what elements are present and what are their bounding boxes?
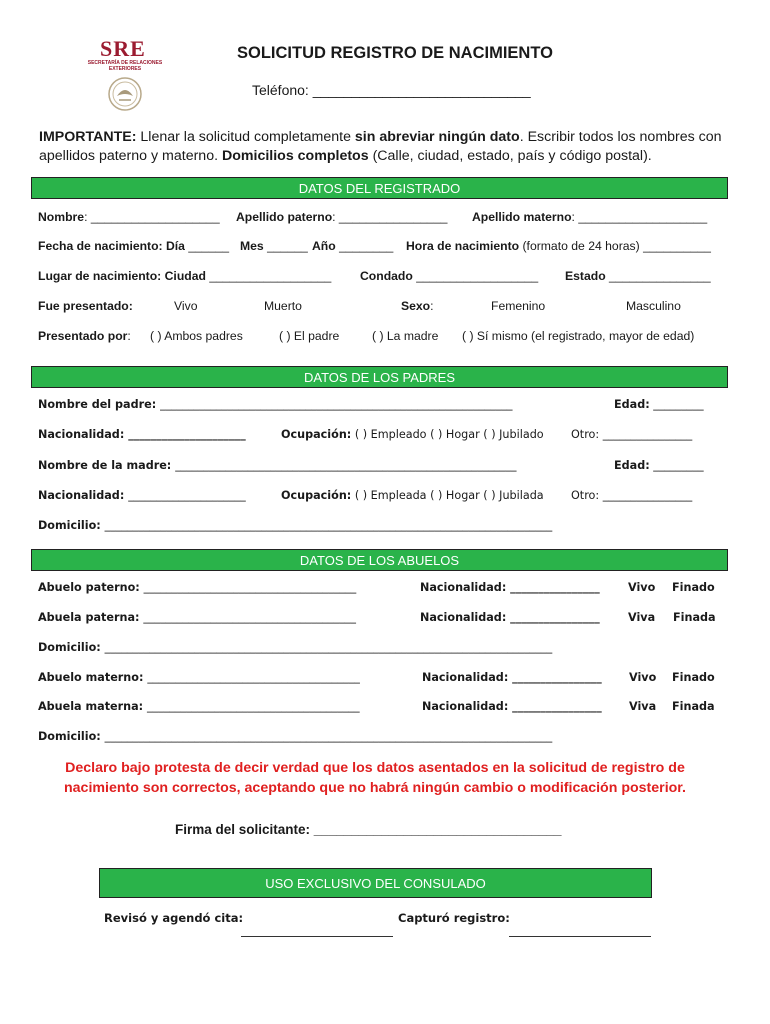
padre-edad-label: Edad: — [614, 398, 650, 411]
abuelo-paterno-finado[interactable]: Finado — [672, 581, 715, 594]
madre-ocupacion-options[interactable]: ( ) Empleada ( ) Hogar ( ) Jubilada — [351, 489, 544, 502]
abuelos-paternos-domicilio-input[interactable]: ________________________________________________________________________________ — [104, 641, 553, 654]
declaration-line-1: Declaro bajo protesta de decir verdad que los datos asentados en la solicitud de registro de — [65, 760, 685, 776]
row-fecha-dia — [38, 239, 229, 253]
abuelos-maternos-domicilio-label: Domicilio: — [38, 730, 105, 743]
presentado-por-field: Presentado por: — [38, 329, 131, 343]
abuela-paterna-nacionalidad[interactable]: Nacionalidad: ________________ — [420, 611, 600, 624]
declaration — [0, 758, 750, 798]
row-padres-domicilio — [38, 519, 552, 532]
row-madre — [38, 459, 516, 472]
logo-subtitle-1: SECRETARÍA DE RELACIONES — [87, 60, 163, 66]
sexo-field: Sexo: — [401, 299, 434, 313]
padre-label: Nombre del padre: — [38, 398, 161, 411]
condado-input[interactable]: __________________ — [412, 269, 539, 283]
row-fecha-anio — [312, 239, 393, 253]
padre-edad-input[interactable]: _________ — [649, 398, 704, 411]
madre-nacionalidad-input[interactable]: _____________________ — [128, 489, 246, 502]
row-hora — [406, 239, 711, 253]
abuelo-materno-input[interactable]: ______________________________________ — [147, 671, 360, 684]
madre-edad-label: Edad: — [614, 459, 650, 472]
lugar-label: Lugar de nacimiento: Ciudad — [38, 269, 206, 283]
row-nombre — [38, 210, 220, 224]
row-lugar-ciudad — [38, 269, 331, 283]
row-abuelos-maternos-domicilio — [38, 730, 552, 743]
logo-text: SRE — [100, 36, 146, 61]
logo-subtitle-2: EXTERIORES — [108, 66, 142, 72]
firma-field — [175, 822, 562, 837]
section-header-abuelos: DATOS DE LOS ABUELOS — [31, 549, 728, 571]
coat-of-arms-icon — [107, 76, 143, 112]
apellido-paterno-input[interactable]: : ________________ — [332, 210, 448, 224]
nombre-input[interactable]: : ___________________ — [84, 210, 220, 224]
abuelo-materno-vivo[interactable]: Vivo — [629, 671, 657, 684]
row-madre-nacionalidad — [38, 489, 246, 502]
abuelo-paterno-label: Abuelo paterno: — [38, 581, 144, 594]
padre-input[interactable]: _______________________________________________________________ — [160, 398, 513, 411]
hora-label: Hora de nacimiento — [406, 239, 520, 253]
abuela-materna-nacionalidad[interactable]: Nacionalidad: ________________ — [422, 700, 602, 713]
presentado-por-label: Presentado por — [38, 329, 128, 343]
important-notice — [39, 128, 722, 166]
option-si-mismo[interactable]: ( ) Sí mismo (el registrado, mayor de edad) — [462, 329, 695, 343]
abuela-materna-label: Abuela materna: — [38, 700, 148, 713]
abuelo-paterno-vivo[interactable]: Vivo — [628, 581, 656, 594]
estado-label: Estado — [565, 269, 606, 283]
abuelo-paterno-input[interactable]: ______________________________________ — [143, 581, 357, 594]
apellido-paterno-label: Apellido paterno — [236, 210, 333, 224]
row-estado — [565, 269, 711, 283]
option-vivo[interactable]: Vivo — [174, 299, 198, 313]
notice-line-1: IMPORTANTE: Llenar la solicitud completamente sin abreviar ningún dato. Escribir todos los nombres con — [39, 129, 722, 145]
hora-input[interactable]: (formato de 24 horas) __________ — [519, 239, 711, 253]
padre-nacionalidad-label: Nacionalidad: — [38, 428, 129, 441]
apellido-materno-input[interactable]: : ___________________ — [571, 210, 708, 224]
row-padre-ocupacion — [281, 428, 544, 441]
madre-input[interactable]: _____________________________________________________________ — [175, 459, 517, 472]
row-madre-edad — [614, 459, 704, 472]
abuelo-paterno-nacionalidad[interactable]: Nacionalidad: ________________ — [420, 581, 600, 594]
presentado-label: Fue presentado: — [38, 299, 133, 313]
row-apellido-paterno — [236, 210, 447, 224]
condado-label: Condado — [360, 269, 413, 283]
abuela-materna-input[interactable]: ______________________________________ — [147, 700, 360, 713]
row-padre-nacionalidad — [38, 428, 246, 441]
row-abuela-paterna — [38, 611, 356, 624]
padre-ocupacion-label: Ocupación: — [281, 428, 352, 441]
padre-nacionalidad-input[interactable]: _____________________ — [128, 428, 246, 441]
option-ambos-padres[interactable]: ( ) Ambos padres — [150, 329, 243, 343]
abuela-paterna-label: Abuela paterna: — [38, 611, 144, 624]
abuelo-materno-label: Abuelo materno: — [38, 671, 148, 684]
sre-logo — [80, 36, 170, 112]
abuela-materna-finada[interactable]: Finada — [672, 700, 715, 713]
padres-domicilio-input[interactable]: ________________________________________________________________________________ — [104, 519, 553, 532]
anio-label: Año — [312, 239, 336, 253]
mes-label: Mes — [240, 239, 264, 253]
phone-field[interactable]: Teléfono: ____________________________ — [252, 82, 531, 98]
abuela-paterna-input[interactable]: ______________________________________ — [143, 611, 356, 624]
row-madre-ocupacion — [281, 489, 544, 502]
firma-label: Firma del solicitante: — [175, 822, 311, 837]
row-abuela-materna — [38, 700, 360, 713]
madre-otro-input[interactable]: Otro: ________________ — [571, 489, 693, 502]
madre-label: Nombre de la madre: — [38, 459, 176, 472]
row-abuelo-paterno — [38, 581, 356, 594]
madre-edad-input[interactable]: _________ — [649, 459, 704, 472]
abuela-paterna-finada[interactable]: Finada — [673, 611, 716, 624]
reviso-label: Revisó y agendó cita: — [104, 911, 244, 925]
option-el-padre[interactable]: ( ) El padre — [279, 329, 340, 343]
section-header-registrado: DATOS DEL REGISTRADO — [31, 177, 728, 199]
reviso-signature-line[interactable] — [241, 936, 393, 937]
capturo-label: Capturó registro: — [398, 911, 510, 925]
abuelo-materno-nacionalidad[interactable]: Nacionalidad: ________________ — [422, 671, 602, 684]
row-padre-edad — [614, 398, 704, 411]
abuelos-paternos-domicilio-label: Domicilio: — [38, 641, 105, 654]
apellido-materno-label: Apellido materno — [472, 210, 572, 224]
page-title: SOLICITUD REGISTRO DE NACIMIENTO — [237, 44, 553, 62]
madre-ocupacion-label: Ocupación: — [281, 489, 352, 502]
abuelo-materno-finado[interactable]: Finado — [672, 671, 715, 684]
option-femenino[interactable]: Femenino — [491, 299, 546, 313]
section-header-consulado: USO EXCLUSIVO DEL CONSULADO — [99, 868, 652, 898]
section-header-padres: DATOS DE LOS PADRES — [31, 366, 728, 388]
row-abuelos-paternos-domicilio — [38, 641, 552, 654]
option-la-madre[interactable]: ( ) La madre — [372, 329, 439, 343]
notice-line-2: apellidos paterno y materno. Domicilios completos (Calle, ciudad, estado, país y código postal). — [39, 148, 652, 164]
row-fecha-mes — [240, 239, 308, 253]
option-muerto[interactable]: Muerto — [264, 299, 302, 313]
abuela-materna-viva[interactable]: Viva — [629, 700, 657, 713]
capturo-signature-line[interactable] — [509, 936, 651, 937]
row-apellido-materno — [472, 210, 707, 224]
fecha-label: Fecha de nacimiento: Día — [38, 239, 185, 253]
nombre-label: Nombre — [38, 210, 85, 224]
estado-input[interactable]: _______________ — [605, 269, 711, 283]
row-abuelo-materno — [38, 671, 360, 684]
sexo-label: Sexo — [401, 299, 431, 313]
dia-input[interactable]: ______ — [184, 239, 230, 253]
madre-nacionalidad-label: Nacionalidad: — [38, 489, 129, 502]
declaration-line-2: nacimiento son correctos, aceptando que no habrá ningún cambio o modificación posterior. — [64, 780, 686, 796]
row-condado — [360, 269, 538, 283]
row-padre — [38, 398, 513, 411]
anio-input[interactable]: ________ — [335, 239, 394, 253]
padre-otro-input[interactable]: Otro: ________________ — [571, 428, 693, 441]
abuela-paterna-viva[interactable]: Viva — [628, 611, 656, 624]
firma-input[interactable]: _________________________________ — [310, 822, 562, 837]
mes-input[interactable]: ______ — [263, 239, 308, 253]
ciudad-input[interactable]: __________________ — [205, 269, 332, 283]
padre-ocupacion-options[interactable]: ( ) Empleado ( ) Hogar ( ) Jubilado — [351, 428, 544, 441]
option-masculino[interactable]: Masculino — [626, 299, 681, 313]
abuelos-maternos-domicilio-input[interactable]: ________________________________________________________________________________ — [104, 730, 553, 743]
padres-domicilio-label: Domicilio: — [38, 519, 105, 532]
